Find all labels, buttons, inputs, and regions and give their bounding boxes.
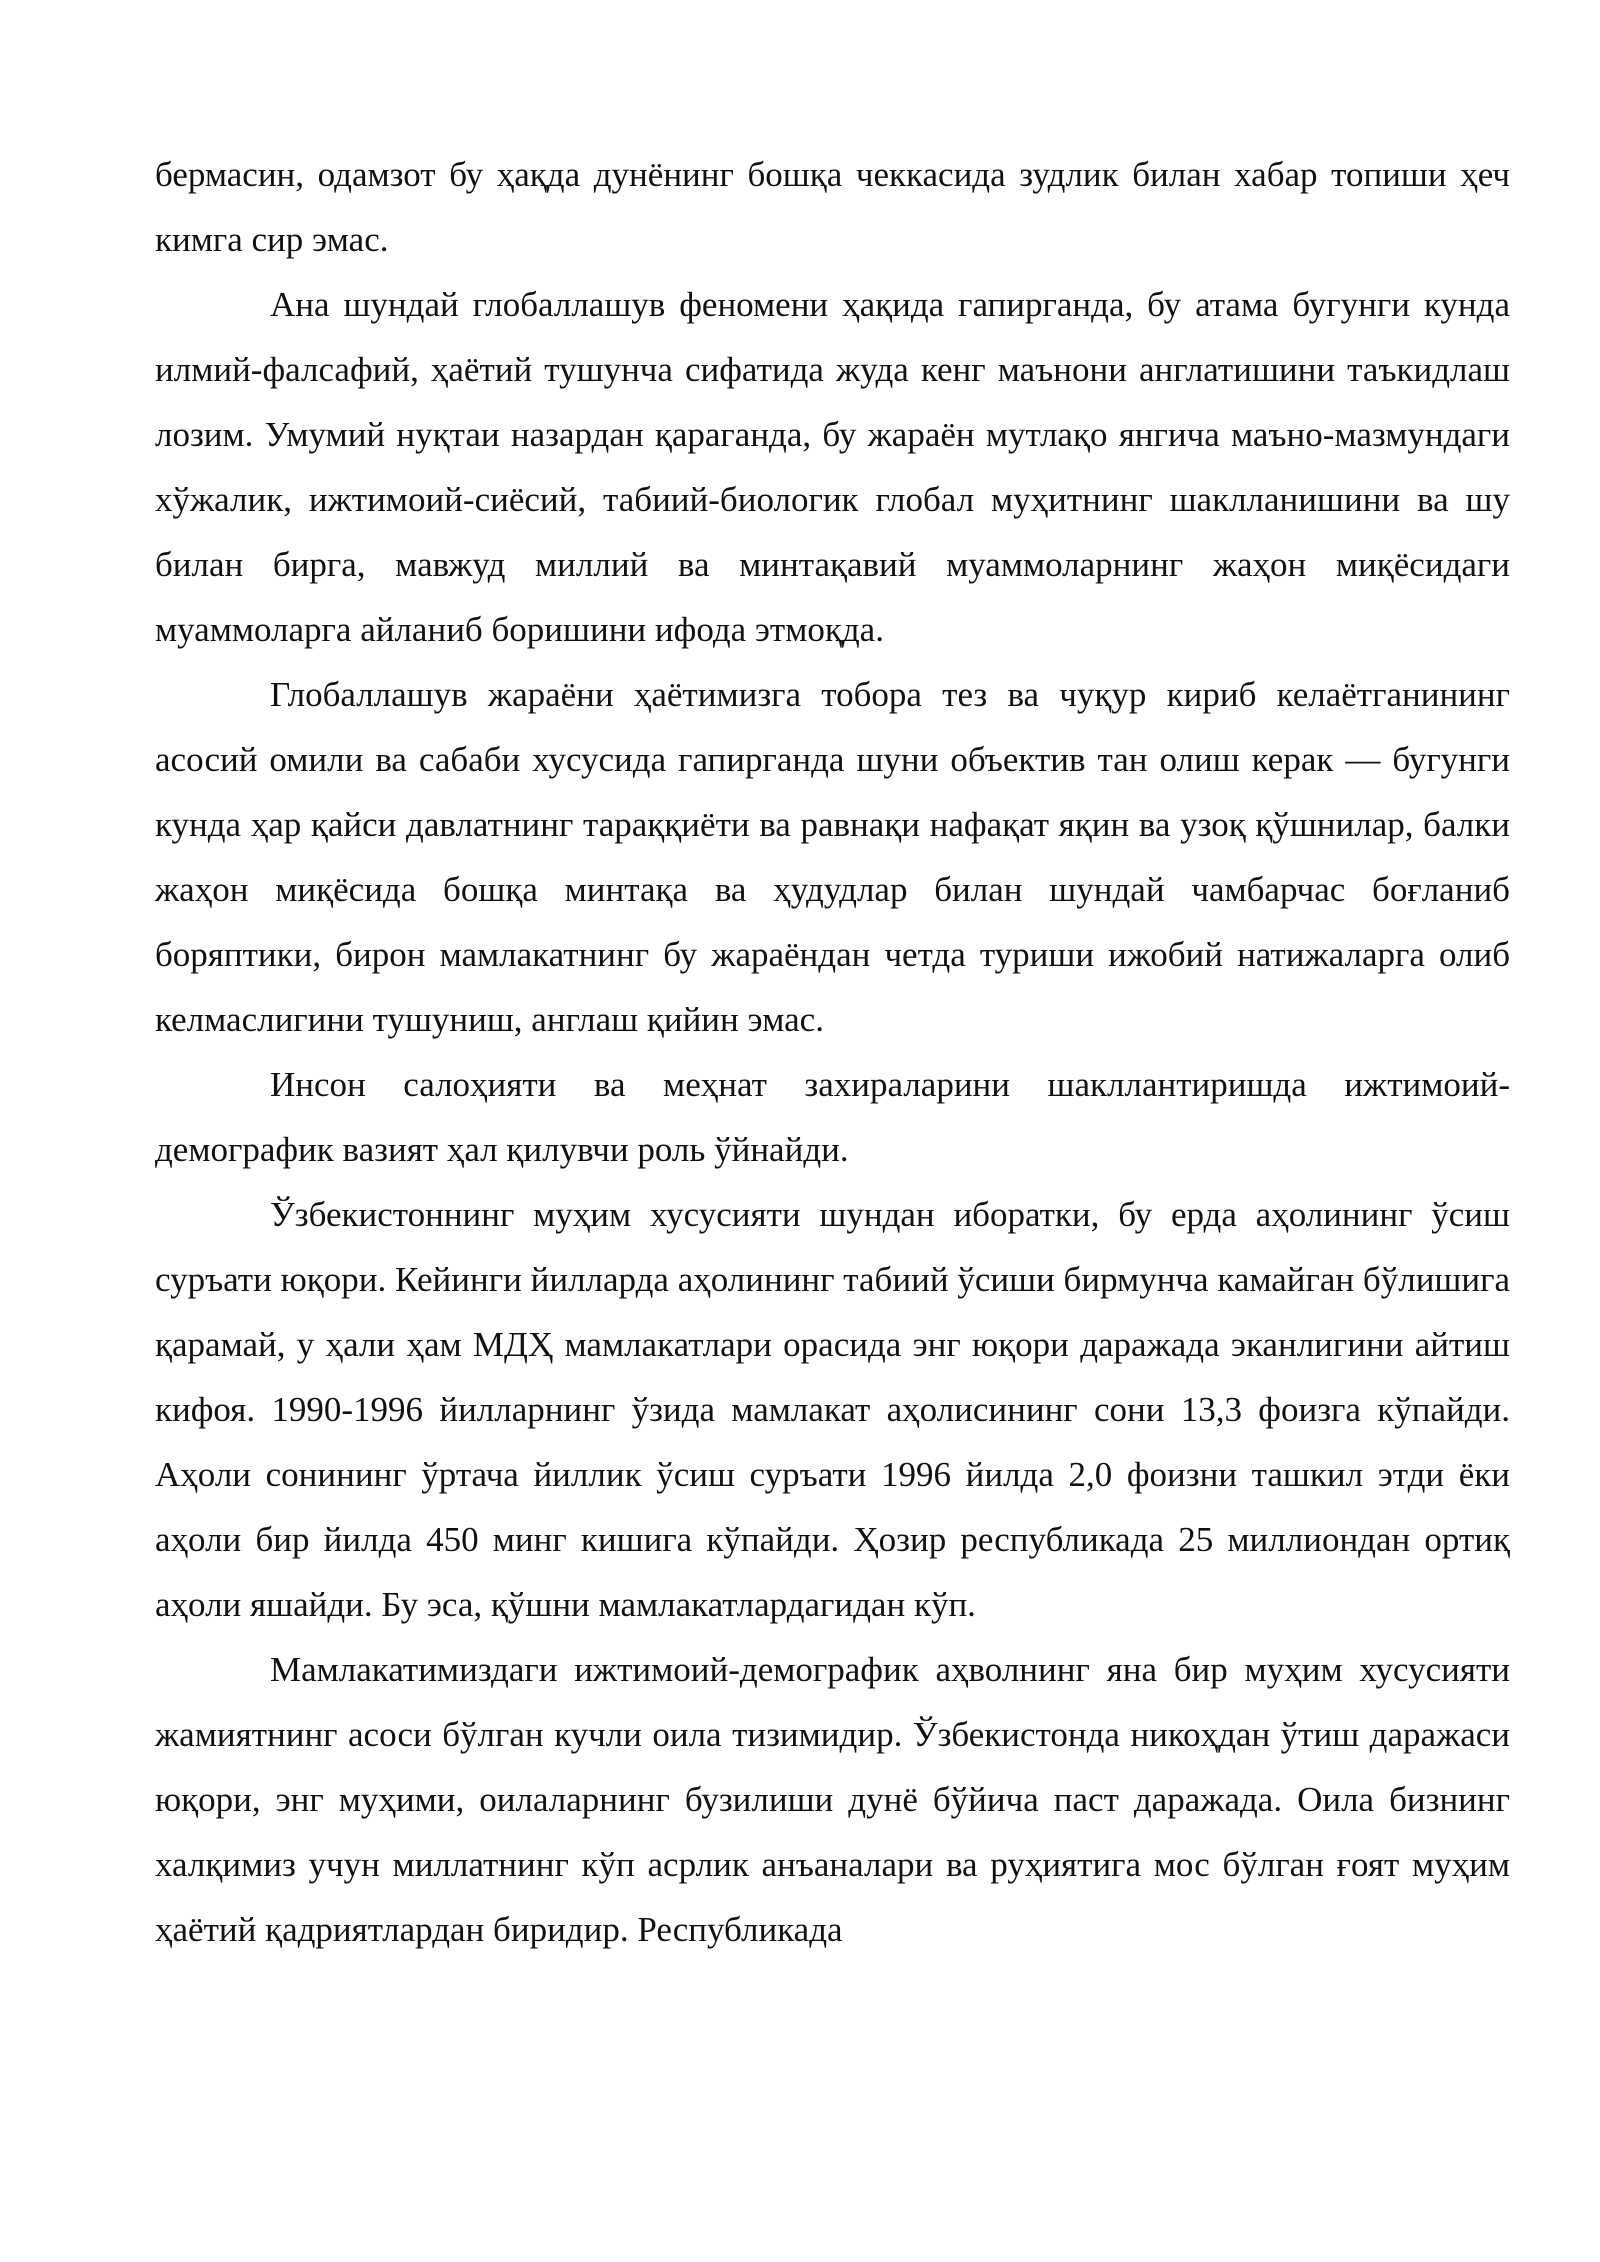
document-page: [155, 142, 1510, 1962]
paragraph-globalization-process: Глобаллашув жараёни ҳаётимизга тобора тез ва чуқур кириб келаётганининг асосий омили ва сабаби хусусида гапирганда шуни объектив тан олиш керак — бугунги кунда ҳар қайси давлатнинг тараққиёти ва равнақи нафақат яқин ва узоқ қўшнилар, балки жаҳон миқёсида бошқа минтақа ва ҳудудлар билан шундай чамбарчас боғланиб боряптики, бирон мамлакатнинг бу жараёндан четда туриши ижобий натижаларга олиб келмаслигини тушуниш, англаш қийин эмас.: [155, 675, 1510, 1039]
paragraph-human-potential: Инсон салоҳияти ва меҳнат захираларини шакллантиришда ижтимоий-демографик вазият ҳал қилувчи роль ўйнайди.: [155, 1065, 1510, 1169]
paragraph-globalization-phenomenon: Ана шундай глобаллашув феномени ҳақида гапирганда, бу атама бугунги кунда илмий-фалсафий, ҳаётий тушунча сифатида жуда кенг маънони англатишини таъкидлаш лозим. Умумий нуқтаи назардан қараганда, бу жараён мутлақо янгича маъно-мазмундаги хўжалик, ижтимоий-сиёсий, табиий-биологик глобал муҳитнинг шаклланишини ва шу билан бирга, мавжуд миллий ва минтақавий муаммоларнинг жаҳон миқёсидаги муаммоларга айланиб боришини ифода этмоқда.: [155, 285, 1510, 649]
paragraph-family-system: Мамлакатимиздаги ижтимоий-демографик аҳволнинг яна бир муҳим хусусияти жамиятнинг асоси бўлган кучли оила тизимидир. Ўзбекистонда никоҳдан ўтиш даражаси юқори, энг муҳими, оилаларнинг бузилиши дунё бўйича паст даражада. Оила бизнинг халқимиз учун миллатнинг кўп асрлик анъаналари ва руҳиятига мос бўлган ғоят муҳим ҳаётий қадриятлардан биридир. Республикада: [155, 1650, 1510, 1949]
paragraph-continuation: бермасин, одамзот бу ҳақда дунёнинг бошқа чеккасида зудлик билан хабар топиши ҳеч кимга сир эмас.: [155, 155, 1510, 259]
paragraph-population-growth: Ўзбекистоннинг муҳим хусусияти шундан иборатки, бу ерда аҳолининг ўсиш суръати юқори. Кейинги йилларда аҳолининг табиий ўсиши бирмунча камайган бўлишига қарамай, у ҳали ҳам МДҲ мамлакатлари орасида энг юқори даражада эканлигини айтиш кифоя. 1990-1996 йилларнинг ўзида мамлакат аҳолисининг сони 13,3 фоизга кўпайди. Аҳоли сонининг ўртача йиллик ўсиш суръати 1996 йилда 2,0 фоизни ташкил этди ёки аҳоли бир йилда 450 минг кишига кўпайди. Ҳозир республикада 25 миллиондан ортиқ аҳоли яшайди. Бу эса, қўшни мамлакатлардагидан кўп.: [155, 1195, 1510, 1624]
